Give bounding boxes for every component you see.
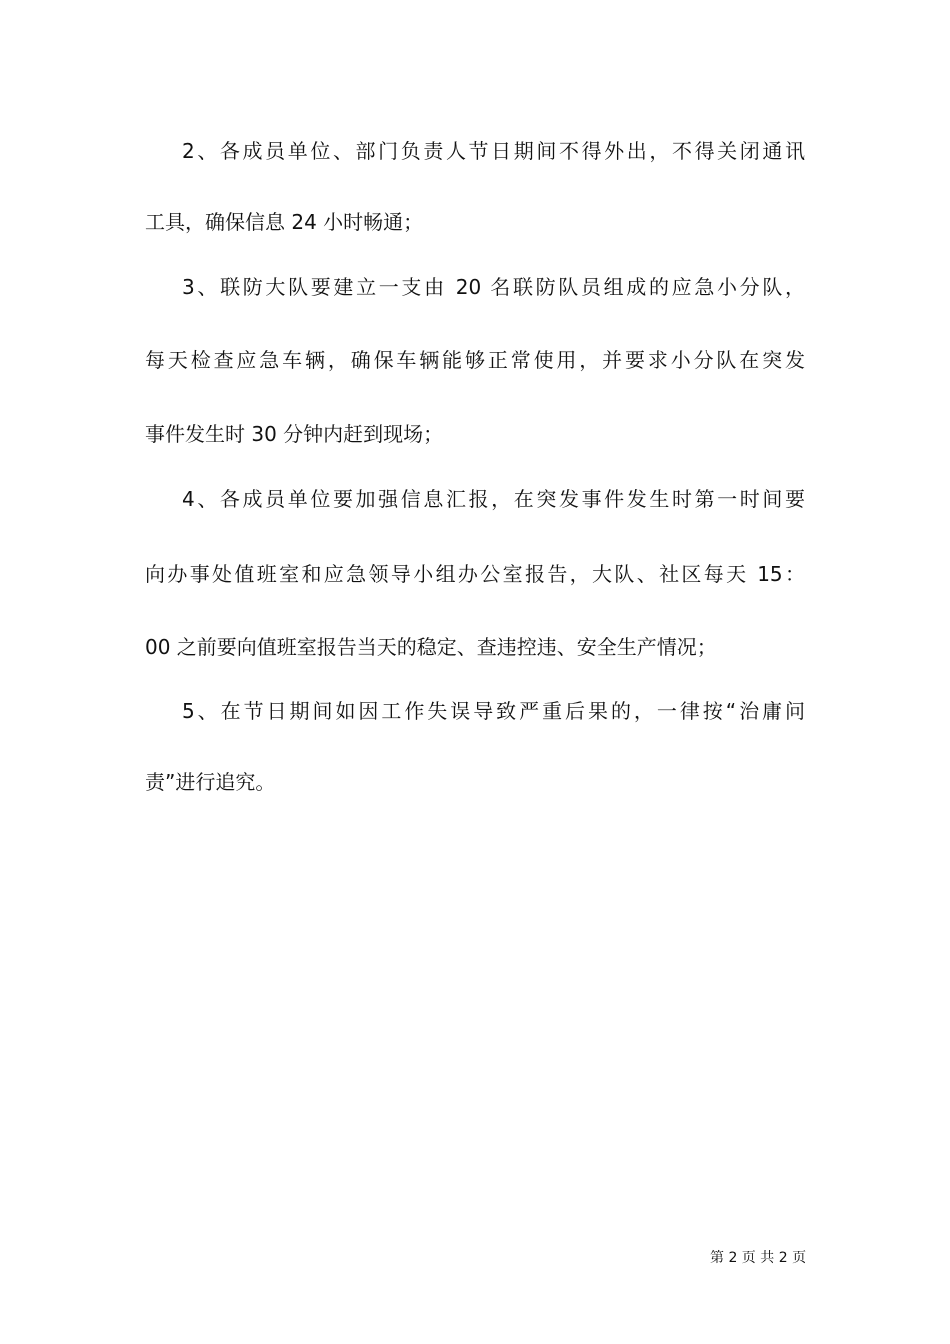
paragraph-3-line-1: 3、联防大队要建立一支由 20 名联防队员组成的应急小分队， [182, 275, 805, 299]
paragraph-2-line-2: 工具，确保信息 24 小时畅通； [145, 210, 424, 234]
paragraph-3-line-2: 每天检查应急车辆，确保车辆能够正常使用，并要求小分队在突发 [145, 348, 805, 372]
page-footer-page-number: 第 2 页 共 2 页 [710, 1250, 807, 1266]
paragraph-2-line-1: 2、各成员单位、部门负责人节日期间不得外出，不得关闭通讯 [182, 139, 805, 163]
paragraph-3-line-3: 事件发生时 30 分钟内赶到现场； [145, 422, 444, 446]
paragraph-4-line-2: 向办事处值班室和应急领导小组办公室报告，大队、社区每天 15： [145, 562, 805, 586]
paragraph-4-line-3: 00 之前要向值班室报告当天的稳定、查违控违、安全生产情况； [145, 635, 717, 659]
paragraph-5-line-2: 责”进行追究。 [145, 770, 276, 794]
paragraph-4-line-1: 4、各成员单位要加强信息汇报，在突发事件发生时第一时间要 [182, 487, 805, 511]
paragraph-5-line-1: 5、在节日期间如因工作失误导致严重后果的，一律按“治庸问 [182, 699, 805, 723]
